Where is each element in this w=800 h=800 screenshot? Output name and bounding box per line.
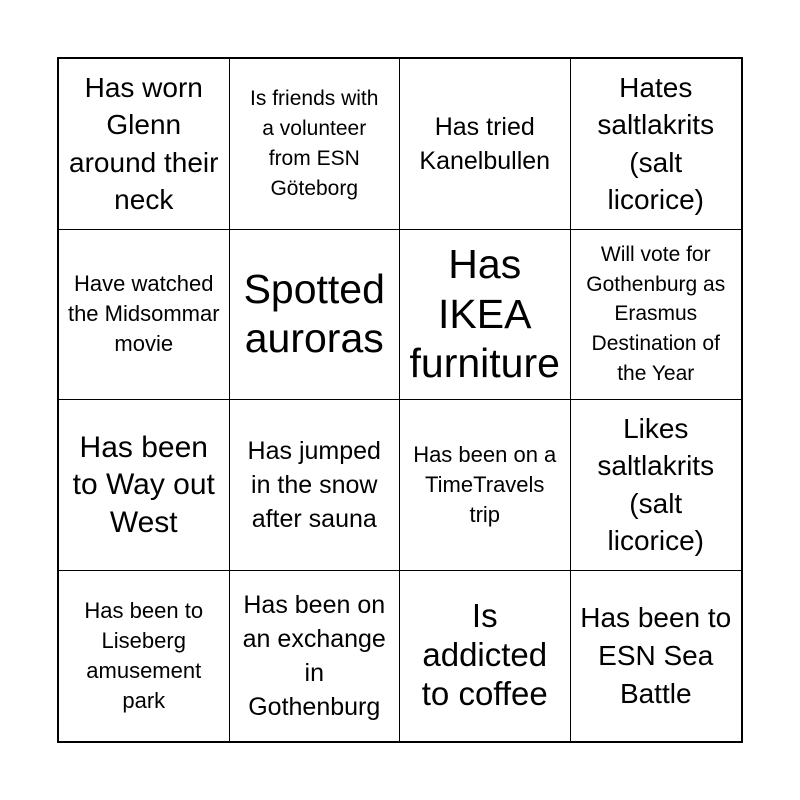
bingo-cell-text: Has IKEA furniture xyxy=(409,241,560,386)
bingo-cell-text: Has tried Kanelbullen xyxy=(419,112,551,175)
bingo-cell[interactable] xyxy=(571,59,742,230)
bingo-cell-text: Has been on a TimeTravels trip xyxy=(413,441,557,527)
bingo-cell-text: Likes saltlakrits (salt licorice) xyxy=(597,412,715,557)
bingo-cell-text: Is addicted to coffee xyxy=(421,597,548,713)
bingo-cell[interactable] xyxy=(230,571,401,742)
bingo-cell-text: Has been to Liseberg amusement park xyxy=(84,597,204,713)
bingo-board xyxy=(57,57,743,743)
bingo-cell[interactable] xyxy=(59,230,230,401)
bingo-cell[interactable] xyxy=(59,400,230,571)
bingo-cell[interactable] xyxy=(400,400,571,571)
bingo-cell-text: Has been to Way out West xyxy=(72,430,215,539)
bingo-cell-text: Will vote for Gothenburg as Erasmus Destination of the Year xyxy=(586,242,726,385)
bingo-cell[interactable] xyxy=(400,59,571,230)
bingo-cell-text: Has worn Glenn around their neck xyxy=(69,71,219,216)
bingo-cell[interactable] xyxy=(230,230,401,401)
bingo-cell-text: Hates saltlakrits (salt licorice) xyxy=(597,71,715,216)
bingo-cell-text: Has been on an exchange in Gothenburg xyxy=(242,590,386,721)
bingo-cell[interactable] xyxy=(230,400,401,571)
bingo-cell[interactable] xyxy=(59,59,230,230)
bingo-cell-text: Is friends with a volunteer from ESN Göteborg xyxy=(250,87,379,200)
bingo-cell[interactable] xyxy=(59,571,230,742)
bingo-cell[interactable] xyxy=(400,571,571,742)
bingo-cell-text: Spotted auroras xyxy=(243,266,385,362)
bingo-cell[interactable] xyxy=(400,230,571,401)
bingo-cell[interactable] xyxy=(230,59,401,230)
bingo-cell[interactable] xyxy=(571,400,742,571)
bingo-cell[interactable] xyxy=(571,571,742,742)
bingo-cell-text: Has been to ESN Sea Battle xyxy=(580,602,732,709)
bingo-cell-text: Has jumped in the snow after sauna xyxy=(247,436,381,533)
bingo-cell-text: Have watched the Midsommar movie xyxy=(67,271,220,357)
bingo-cell[interactable] xyxy=(571,230,742,401)
